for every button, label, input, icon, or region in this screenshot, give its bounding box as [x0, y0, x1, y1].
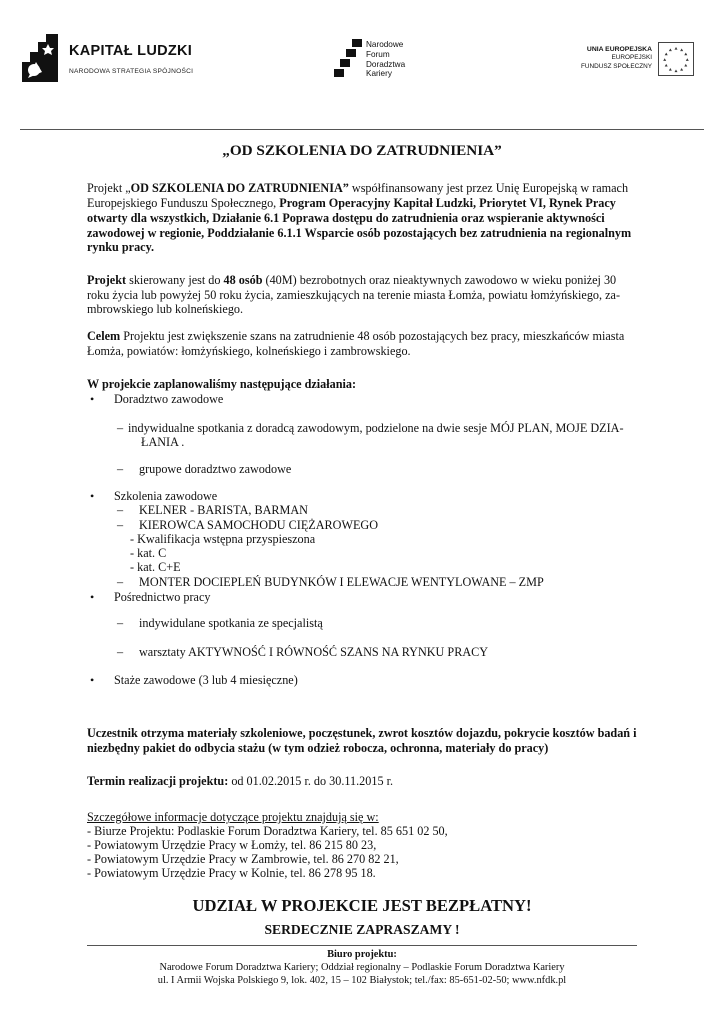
info-item: - Powiatowym Urzędzie Pracy w Zambrowie, tel. 86 270 82 21,: [87, 852, 399, 866]
info-item: - Powiatowym Urzędzie Pracy w Łomży, tel. 86 215 80 23,: [87, 838, 377, 852]
intro-line-2: [87, 196, 637, 211]
sub-sub-item: - kat. C: [130, 546, 167, 560]
nfdk-line: Narodowe: [366, 40, 404, 49]
kapital-ludzki-subtitle: NARODOWA STRATEGIA SPÓJNOŚCI: [69, 68, 194, 75]
term-line: [87, 774, 637, 789]
list-item-label: Pośrednictwo pracy: [114, 590, 211, 604]
sub-sub-item: - kat. C+E: [130, 560, 181, 574]
footer-divider: [87, 945, 637, 946]
info-item: - Biurze Projektu: Podlaskie Forum Doradztwa Kariery, tel. 85 651 02 50,: [87, 824, 448, 838]
actions-heading: W projekcie zaplanowaliśmy następujące działania:: [87, 377, 357, 391]
text: (40M) bezrobotnych oraz nieaktywnych zawodowo w wieku poniżej 30: [262, 273, 617, 287]
intro-line-1: [87, 181, 637, 196]
nfdk-name: [366, 40, 405, 79]
kapital-ludzki-title: KAPITAŁ LUDZKI: [69, 43, 193, 59]
dash-marker: –: [117, 575, 124, 589]
label: Celem: [87, 329, 121, 343]
term-value: od 01.02.2015 r. do 30.11.2015 r.: [228, 774, 394, 788]
nfdk-stairs-icon: [330, 37, 364, 81]
sub-item: KIEROWCA SAMOCHODU CIĘŻAROWEGO: [139, 518, 379, 532]
sub-item: indywidualne spotkania z doradcą zawodowym, podzielone na dwie sesje MÓJ PLAN, MOJE DZIA-: [128, 421, 624, 435]
dash-marker: –: [117, 518, 124, 532]
list-item-label: Doradztwo zawodowe: [114, 392, 224, 406]
target-line-3: mbrowskiego lub kolneńskiego.: [87, 302, 244, 316]
benefits-line-1: Uczestnik otrzyma materiały szkoleniowe, poczęstunek, zwrot kosztów dojazdu, pokrycie kosztów badań i: [87, 726, 637, 740]
intro-line-3: otwarty dla wszystkich, Działanie 6.1 Poprawa dostępu do zatrudnienia oraz wspieranie aktywności: [87, 211, 605, 225]
label: Projekt: [87, 273, 127, 287]
eu-flag-icon: [658, 42, 694, 76]
invitation-heading: SERDECZNIE ZAPRASZAMY !: [264, 922, 460, 937]
eu-line: EUROPEJSKI: [611, 54, 652, 62]
dash-marker: –: [117, 645, 124, 659]
target-line-2: roku życia lub powyżej 50 roku życia, zamieszkujących na terenie miasta Łomża, powiatu łomżyńskiego, za-: [87, 288, 621, 302]
goal-line-2: Łomża, powiatów: łomżyńskiego, kolneńskiego i zambrowskiego.: [87, 344, 411, 358]
eu-line: FUNDUSZ SPOŁECZNY: [580, 62, 652, 70]
target-line-1: [87, 273, 637, 288]
sub-item: KELNER - BARISTA, BARMAN: [139, 503, 308, 517]
nfdk-logo: [330, 37, 440, 87]
nfdk-line: Kariery: [366, 69, 392, 79]
footer-line-1: Narodowe Forum Doradztwa Kariery; Oddział regionalny – Podlaskie Forum Doradztwa Kariery: [159, 962, 565, 973]
text: Europejskiego Funduszu Społecznego,: [87, 196, 280, 210]
eu-line: UNIA EUROPEJSKA: [586, 46, 652, 53]
text: Projekt „: [87, 181, 131, 195]
intro-line-5: rynku pracy.: [87, 240, 155, 254]
footer-line-2: ul. I Armii Wojska Polskiego 9, lok. 402, 15 – 102 Białystok; tel./fax: 85-651-02-50; www.nfdk.pl: [157, 975, 567, 986]
free-participation-heading: UDZIAŁ W PROJEKCIE JEST BEZPŁATNY!: [192, 896, 532, 915]
text: skierowany jest do: [126, 273, 224, 287]
sub-item-continued: ŁANIA .: [141, 435, 185, 449]
list-item-label: Staże zawodowe (3 lub 4 miesięczne): [114, 673, 298, 687]
text: Projektu jest zwiększenie szans na zatrudnienie 48 osób pozostających bez pracy, mieszkańców miasta: [120, 329, 625, 343]
sub-item: grupowe doradztwo zawodowe: [139, 462, 292, 476]
text: współfinansowany jest przez Unię Europejską w ramach: [348, 181, 629, 195]
page-title: „OD SZKOLENIA DO ZATRUDNIENIA”: [222, 142, 502, 159]
sub-item: warsztaty AKTYWNOŚĆ I RÓWNOŚĆ SZANS NA RYNKU PRACY: [139, 645, 489, 659]
info-heading: Szczegółowe informacje dotyczące projektu znajdują się w:: [87, 810, 379, 824]
goal-line-1: [87, 329, 637, 344]
nfdk-line: Forum: [366, 49, 390, 59]
eu-logo: [560, 40, 710, 90]
participant-count: 48 osób: [223, 273, 263, 287]
benefits-line-2: niezbędny pakiet do odbycia stażu (w tym odzież robocza, ochronna, materiały do pracy): [87, 741, 549, 755]
dash-marker: –: [117, 616, 124, 630]
sub-sub-item: - Kwalifikacja wstępna przyspieszona: [130, 532, 316, 546]
sub-item: MONTER DOCIEPLEŃ BUDYNKÓW I ELEWACJE WENTYLOWANE – ZMP: [139, 575, 544, 589]
project-name: OD SZKOLENIA DO ZATRUDNIENIA”: [130, 181, 349, 195]
kapital-ludzki-logo: [18, 30, 218, 90]
list-item-label: Szkolenia zawodowe: [114, 489, 218, 503]
dash-marker: –: [117, 503, 124, 517]
info-item: - Powiatowym Urzędzie Pracy w Kolnie, tel. 86 278 95 18.: [87, 866, 376, 880]
sub-item: indywidulane spotkania ze specjalistą: [139, 616, 323, 630]
intro-line-4: zawodowej w regionie, Poddziałanie 6.1.1 Wsparcie osób pozostających bez zatrudnienia na regionalnym: [87, 226, 632, 240]
dash-marker: –: [117, 421, 124, 435]
kapital-ludzki-emblem-icon: [18, 32, 62, 84]
nfdk-line: Doradztwa: [366, 59, 406, 69]
header-divider: [20, 129, 704, 130]
term-label: Termin realizacji projektu:: [87, 774, 229, 788]
dash-marker: –: [117, 462, 124, 476]
eu-label: [560, 46, 652, 71]
footer-heading: Biuro projektu:: [327, 949, 397, 960]
program-name: Program Operacyjny Kapitał Ludzki, Priorytet VI, Rynek Pracy: [279, 196, 616, 210]
